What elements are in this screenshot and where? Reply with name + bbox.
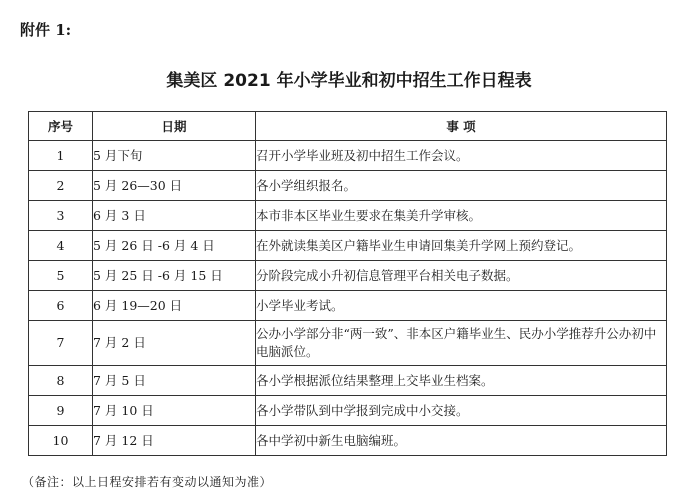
- header-date: 日期: [93, 112, 256, 141]
- header-item: 事 项: [256, 112, 667, 141]
- table-row: [29, 261, 667, 291]
- row-number: 6: [29, 291, 93, 321]
- row-date: 6 月 3 日: [93, 201, 256, 231]
- row-date: 5 月 26 日 -6 月 4 日: [93, 231, 256, 261]
- header-row: [29, 112, 667, 141]
- document-title: 集美区 2021 年小学毕业和初中招生工作日程表: [166, 71, 532, 91]
- row-date: 5 月 26—30 日: [93, 171, 256, 201]
- row-item: 本市非本区毕业生要求在集美升学审核。: [256, 201, 667, 231]
- row-item: 召开小学毕业班及初中招生工作会议。: [256, 141, 667, 171]
- schedule-table-header: [29, 112, 667, 141]
- table-row: [29, 201, 667, 231]
- row-number: 8: [29, 366, 93, 396]
- schedule-table-body: [29, 141, 667, 456]
- row-number: 3: [29, 201, 93, 231]
- table-row: [29, 321, 667, 366]
- table-row: [29, 426, 667, 456]
- row-date: 5 月下旬: [93, 141, 256, 171]
- row-item: 公办小学部分非“两一致”、非本区户籍毕业生、民办小学推荐升公办初中电脑派位。: [256, 321, 667, 366]
- row-date: 7 月 5 日: [93, 366, 256, 396]
- row-date: 7 月 10 日: [93, 396, 256, 426]
- attachment-label: 附件 1:: [20, 21, 72, 39]
- row-item: 在外就读集美区户籍毕业生申请回集美升学网上预约登记。: [256, 231, 667, 261]
- row-item: 各中学初中新生电脑编班。: [256, 426, 667, 456]
- row-number: 7: [29, 321, 93, 366]
- table-row: [29, 231, 667, 261]
- header-no: 序号: [29, 112, 93, 141]
- row-number: 4: [29, 231, 93, 261]
- row-item: 各小学根据派位结果整理上交毕业生档案。: [256, 366, 667, 396]
- table-row: [29, 141, 667, 171]
- row-date: 7 月 2 日: [93, 321, 256, 366]
- row-date: 7 月 12 日: [93, 426, 256, 456]
- table-row: [29, 291, 667, 321]
- row-number: 2: [29, 171, 93, 201]
- row-date: 5 月 25 日 -6 月 15 日: [93, 261, 256, 291]
- row-number: 9: [29, 396, 93, 426]
- table-row: [29, 366, 667, 396]
- table-row: [29, 171, 667, 201]
- row-item: 各小学带队到中学报到完成中小交接。: [256, 396, 667, 426]
- row-item: 小学毕业考试。: [256, 291, 667, 321]
- row-number: 5: [29, 261, 93, 291]
- row-item: 各小学组织报名。: [256, 171, 667, 201]
- table-row: [29, 396, 667, 426]
- row-number: 1: [29, 141, 93, 171]
- row-number: 10: [29, 426, 93, 456]
- row-item: 分阶段完成小升初信息管理平台相关电子数据。: [256, 261, 667, 291]
- footnote: （备注：以上日程安排若有变动以通知为准）: [22, 475, 273, 489]
- schedule-table: [28, 111, 667, 456]
- row-date: 6 月 19—20 日: [93, 291, 256, 321]
